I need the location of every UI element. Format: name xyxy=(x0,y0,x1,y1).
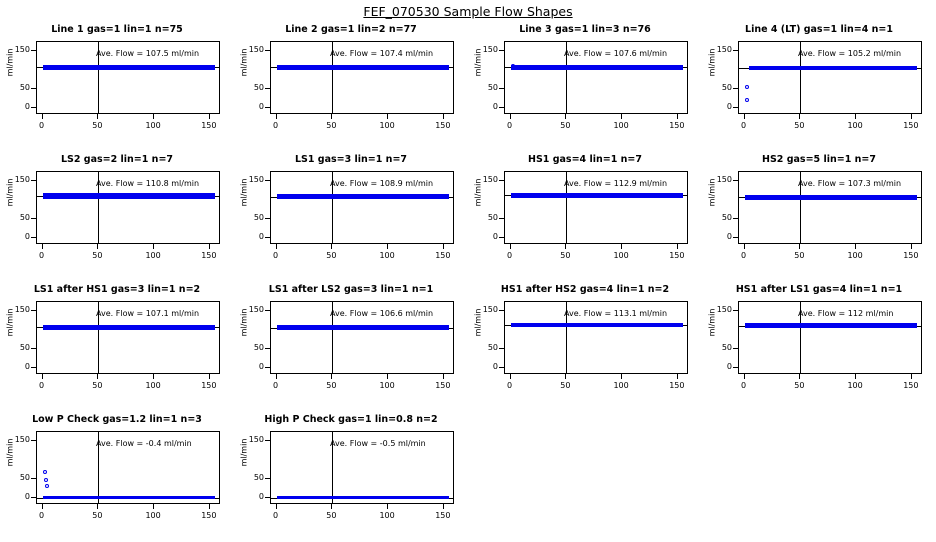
panel-title: Line 1 gas=1 lin=1 n=75 xyxy=(51,24,183,35)
outlier-point xyxy=(745,85,749,89)
x-tick-mark xyxy=(443,504,444,509)
panel-title: Low P Check gas=1.2 lin=1 n=3 xyxy=(32,414,202,425)
y-tick-label: 0 xyxy=(492,101,498,111)
x-tick-label: 150 xyxy=(903,121,919,130)
chart-panel xyxy=(0,282,234,412)
x-tick-mark xyxy=(621,374,622,379)
x-tick-label: 100 xyxy=(379,121,395,130)
x-tick-mark xyxy=(855,114,856,119)
y-tick-label: 0 xyxy=(726,101,732,111)
flow-scatter-band xyxy=(511,65,684,70)
x-tick-label: 150 xyxy=(201,381,217,390)
x-tick-label: 100 xyxy=(613,381,629,390)
x-tick-label: 150 xyxy=(435,251,451,260)
x-tick-label: 0 xyxy=(273,381,279,390)
outlier-point xyxy=(511,64,515,68)
chart-panel xyxy=(702,152,936,282)
x-tick-label: 150 xyxy=(435,511,451,520)
x-tick-mark xyxy=(331,374,332,379)
x-tick-mark xyxy=(209,374,210,379)
flow-scatter-band xyxy=(277,194,450,198)
x-tick-mark xyxy=(677,374,678,379)
figure-title xyxy=(0,4,936,19)
x-tick-mark xyxy=(911,114,912,119)
x-tick-mark xyxy=(97,374,98,379)
x-tick-label: 150 xyxy=(903,381,919,390)
x-tick-label: 100 xyxy=(613,251,629,260)
y-axis-label: ml/min xyxy=(239,178,249,207)
flow-scatter-band xyxy=(749,66,917,70)
y-axis-label: ml/min xyxy=(239,308,249,337)
x-tick-label: 100 xyxy=(847,121,863,130)
y-axis-label: ml/min xyxy=(707,48,717,77)
x-tick-mark xyxy=(621,244,622,249)
y-axis-label: ml/min xyxy=(5,178,15,207)
panel-title: High P Check gas=1 lin=0.8 n=2 xyxy=(264,414,438,425)
x-tick-label: 150 xyxy=(669,381,685,390)
x-tick-label: 150 xyxy=(669,251,685,260)
x-tick-mark xyxy=(153,504,154,509)
x-tick-mark xyxy=(510,374,511,379)
x-tick-mark xyxy=(276,374,277,379)
y-tick-label: 0 xyxy=(258,101,264,111)
x-tick-label: 50 xyxy=(794,251,805,260)
x-tick-label: 100 xyxy=(145,121,161,130)
average-flow-annotation: Ave. Flow = 107.3 ml/min xyxy=(798,179,902,188)
y-axis-label: ml/min xyxy=(473,308,483,337)
average-flow-annotation: Ave. Flow = 112.9 ml/min xyxy=(564,179,668,188)
panel-title: LS1 gas=3 lin=1 n=7 xyxy=(294,154,408,165)
x-tick-mark xyxy=(677,244,678,249)
x-tick-label: 150 xyxy=(435,381,451,390)
x-tick-mark xyxy=(331,244,332,249)
x-tick-mark xyxy=(744,114,745,119)
x-tick-label: 0 xyxy=(39,251,45,260)
panel-title: HS1 after HS2 gas=4 lin=1 n=2 xyxy=(500,284,670,295)
x-tick-mark xyxy=(799,114,800,119)
x-tick-label: 50 xyxy=(560,121,571,130)
figure-title-text: FEF_070530 Sample Flow Shapes xyxy=(363,4,573,19)
x-tick-mark xyxy=(510,244,511,249)
x-tick-mark xyxy=(799,244,800,249)
chart-panel xyxy=(234,282,468,412)
x-tick-mark xyxy=(42,244,43,249)
average-flow-annotation: Ave. Flow = 107.5 ml/min xyxy=(96,49,200,58)
chart-panel xyxy=(234,22,468,152)
y-tick-label: 150 xyxy=(482,175,498,185)
y-tick-label: 150 xyxy=(482,305,498,315)
y-tick-label: 50 xyxy=(253,82,264,92)
y-tick-label: 0 xyxy=(24,361,30,371)
x-tick-label: 50 xyxy=(326,381,337,390)
flow-scatter-band xyxy=(277,325,450,329)
average-flow-annotation: Ave. Flow = 113.1 ml/min xyxy=(564,309,668,318)
y-tick-label: 150 xyxy=(716,45,732,55)
x-tick-mark xyxy=(276,504,277,509)
x-tick-mark xyxy=(387,504,388,509)
x-tick-label: 0 xyxy=(273,251,279,260)
x-tick-mark xyxy=(209,114,210,119)
x-tick-mark xyxy=(677,114,678,119)
y-tick-label: 50 xyxy=(253,342,264,352)
x-tick-mark xyxy=(443,114,444,119)
y-axis-label: ml/min xyxy=(473,178,483,207)
panel-title: HS2 gas=5 lin=1 n=7 xyxy=(762,154,876,165)
y-axis-label: ml/min xyxy=(5,438,15,467)
x-tick-mark xyxy=(621,114,622,119)
x-tick-label: 50 xyxy=(794,381,805,390)
x-tick-label: 100 xyxy=(145,251,161,260)
y-axis-label: ml/min xyxy=(707,178,717,207)
x-tick-mark xyxy=(744,374,745,379)
y-tick-label: 0 xyxy=(492,361,498,371)
chart-panel xyxy=(468,152,702,282)
x-tick-label: 150 xyxy=(435,121,451,130)
x-tick-mark xyxy=(387,374,388,379)
y-tick-label: 50 xyxy=(19,212,30,222)
x-tick-mark xyxy=(443,374,444,379)
y-tick-label: 150 xyxy=(248,435,264,445)
y-tick-label: 50 xyxy=(253,472,264,482)
average-flow-annotation: Ave. Flow = 105.2 ml/min xyxy=(798,49,902,58)
panel-title: Line 3 gas=1 lin=3 n=76 xyxy=(519,24,651,35)
average-flow-annotation: Ave. Flow = -0.5 ml/min xyxy=(330,439,426,448)
average-flow-annotation: Ave. Flow = 106.6 ml/min xyxy=(330,309,434,318)
x-tick-label: 50 xyxy=(326,251,337,260)
x-tick-mark xyxy=(331,114,332,119)
average-flow-annotation: Ave. Flow = 110.8 ml/min xyxy=(96,179,200,188)
x-tick-label: 150 xyxy=(201,121,217,130)
x-tick-label: 100 xyxy=(379,251,395,260)
x-tick-label: 50 xyxy=(92,511,103,520)
x-tick-mark xyxy=(799,374,800,379)
y-tick-label: 50 xyxy=(253,212,264,222)
average-flow-annotation: Ave. Flow = -0.4 ml/min xyxy=(96,439,192,448)
y-tick-label: 0 xyxy=(24,231,30,241)
x-tick-mark xyxy=(42,374,43,379)
x-tick-mark xyxy=(153,114,154,119)
y-tick-label: 150 xyxy=(14,175,30,185)
average-flow-annotation: Ave. Flow = 107.1 ml/min xyxy=(96,309,200,318)
y-tick-label: 150 xyxy=(248,45,264,55)
y-axis-label: ml/min xyxy=(239,48,249,77)
x-tick-label: 100 xyxy=(847,251,863,260)
y-tick-label: 0 xyxy=(726,231,732,241)
x-tick-label: 50 xyxy=(326,121,337,130)
chart-panel xyxy=(468,282,702,412)
x-tick-label: 150 xyxy=(669,121,685,130)
y-tick-label: 0 xyxy=(492,231,498,241)
x-tick-label: 50 xyxy=(560,381,571,390)
chart-panel xyxy=(0,152,234,282)
average-flow-annotation: Ave. Flow = 108.9 ml/min xyxy=(330,179,434,188)
outlier-point xyxy=(43,470,47,474)
flow-scatter-band xyxy=(511,323,684,327)
chart-panel xyxy=(468,22,702,152)
x-tick-label: 100 xyxy=(145,511,161,520)
x-tick-mark xyxy=(387,114,388,119)
flow-scatter-band xyxy=(277,65,450,69)
y-tick-label: 0 xyxy=(258,231,264,241)
x-tick-label: 0 xyxy=(273,511,279,520)
outlier-point xyxy=(745,98,749,102)
y-axis-label: ml/min xyxy=(5,308,15,337)
x-tick-mark xyxy=(42,504,43,509)
y-tick-label: 150 xyxy=(482,45,498,55)
flow-scatter-band xyxy=(277,496,450,498)
y-tick-label: 0 xyxy=(258,361,264,371)
average-flow-annotation: Ave. Flow = 107.6 ml/min xyxy=(564,49,668,58)
y-tick-label: 50 xyxy=(721,212,732,222)
panel-title: Line 2 gas=1 lin=2 n=77 xyxy=(285,24,417,35)
x-tick-mark xyxy=(911,244,912,249)
y-axis-label: ml/min xyxy=(239,438,249,467)
x-tick-mark xyxy=(565,244,566,249)
y-tick-label: 0 xyxy=(726,361,732,371)
flow-scatter-band xyxy=(43,65,216,69)
x-tick-mark xyxy=(209,244,210,249)
y-tick-label: 150 xyxy=(14,305,30,315)
y-axis-label: ml/min xyxy=(473,48,483,77)
x-tick-label: 50 xyxy=(326,511,337,520)
x-tick-label: 0 xyxy=(39,511,45,520)
y-tick-label: 150 xyxy=(14,45,30,55)
chart-panel xyxy=(234,412,468,542)
x-tick-mark xyxy=(744,244,745,249)
y-tick-label: 0 xyxy=(258,491,264,501)
x-tick-mark xyxy=(443,244,444,249)
chart-panel xyxy=(234,152,468,282)
average-flow-annotation: Ave. Flow = 107.4 ml/min xyxy=(330,49,434,58)
chart-panel xyxy=(0,412,234,542)
x-tick-mark xyxy=(97,114,98,119)
y-tick-label: 150 xyxy=(14,435,30,445)
x-tick-label: 0 xyxy=(741,381,747,390)
x-tick-label: 0 xyxy=(507,251,513,260)
x-tick-mark xyxy=(153,244,154,249)
x-tick-label: 150 xyxy=(201,511,217,520)
x-tick-label: 50 xyxy=(92,251,103,260)
x-tick-mark xyxy=(97,244,98,249)
panel-title: Line 4 (LT) gas=1 lin=4 n=1 xyxy=(745,24,893,35)
x-tick-mark xyxy=(42,114,43,119)
x-tick-label: 100 xyxy=(145,381,161,390)
y-tick-label: 150 xyxy=(716,175,732,185)
x-tick-label: 0 xyxy=(39,121,45,130)
average-flow-annotation: Ave. Flow = 112 ml/min xyxy=(798,309,894,318)
panel-title: LS2 gas=2 lin=1 n=7 xyxy=(60,154,174,165)
x-tick-mark xyxy=(97,504,98,509)
x-tick-label: 100 xyxy=(613,121,629,130)
x-tick-mark xyxy=(276,244,277,249)
y-tick-label: 50 xyxy=(19,342,30,352)
panel-title: LS1 after LS2 gas=3 lin=1 n=1 xyxy=(268,284,434,295)
x-tick-label: 100 xyxy=(379,381,395,390)
chart-panel xyxy=(702,22,936,152)
y-tick-label: 150 xyxy=(248,305,264,315)
x-tick-mark xyxy=(510,114,511,119)
x-tick-mark xyxy=(565,374,566,379)
y-tick-label: 150 xyxy=(716,305,732,315)
panel-grid xyxy=(0,22,936,540)
x-tick-label: 150 xyxy=(903,251,919,260)
panel-title: HS1 after LS1 gas=4 lin=1 n=1 xyxy=(735,284,903,295)
x-tick-label: 50 xyxy=(794,121,805,130)
chart-panel xyxy=(702,282,936,412)
outlier-point xyxy=(45,484,49,488)
x-tick-mark xyxy=(855,374,856,379)
x-tick-mark xyxy=(276,114,277,119)
x-tick-label: 0 xyxy=(507,121,513,130)
x-tick-label: 0 xyxy=(741,251,747,260)
x-tick-label: 150 xyxy=(201,251,217,260)
y-tick-label: 50 xyxy=(19,472,30,482)
flow-scatter-band xyxy=(745,323,918,327)
flow-scatter-band xyxy=(43,193,216,198)
y-tick-label: 0 xyxy=(24,491,30,501)
x-tick-label: 50 xyxy=(92,121,103,130)
panel-title: LS1 after HS1 gas=3 lin=1 n=2 xyxy=(33,284,201,295)
x-tick-mark xyxy=(911,374,912,379)
x-tick-label: 100 xyxy=(847,381,863,390)
x-tick-mark xyxy=(153,374,154,379)
panel-title: HS1 gas=4 lin=1 n=7 xyxy=(528,154,642,165)
x-tick-label: 0 xyxy=(39,381,45,390)
outlier-point xyxy=(44,478,48,482)
x-tick-label: 0 xyxy=(741,121,747,130)
x-tick-label: 100 xyxy=(379,511,395,520)
y-tick-label: 50 xyxy=(19,82,30,92)
y-axis-label: ml/min xyxy=(707,308,717,337)
flow-scatter-band xyxy=(511,193,684,198)
x-tick-mark xyxy=(209,504,210,509)
y-tick-label: 50 xyxy=(721,342,732,352)
y-tick-label: 50 xyxy=(487,212,498,222)
x-tick-label: 0 xyxy=(273,121,279,130)
flow-scatter-band xyxy=(745,195,918,199)
flow-scatter-band xyxy=(43,325,216,330)
x-tick-label: 50 xyxy=(560,251,571,260)
y-tick-label: 150 xyxy=(248,175,264,185)
x-tick-label: 0 xyxy=(507,381,513,390)
x-tick-mark xyxy=(855,244,856,249)
x-tick-mark xyxy=(331,504,332,509)
x-tick-mark xyxy=(565,114,566,119)
y-tick-label: 0 xyxy=(24,101,30,111)
x-tick-label: 50 xyxy=(92,381,103,390)
flow-scatter-band xyxy=(43,496,216,498)
y-tick-label: 50 xyxy=(487,342,498,352)
y-tick-label: 50 xyxy=(487,82,498,92)
y-axis-label: ml/min xyxy=(5,48,15,77)
chart-panel xyxy=(0,22,234,152)
x-tick-mark xyxy=(387,244,388,249)
y-tick-label: 50 xyxy=(721,82,732,92)
